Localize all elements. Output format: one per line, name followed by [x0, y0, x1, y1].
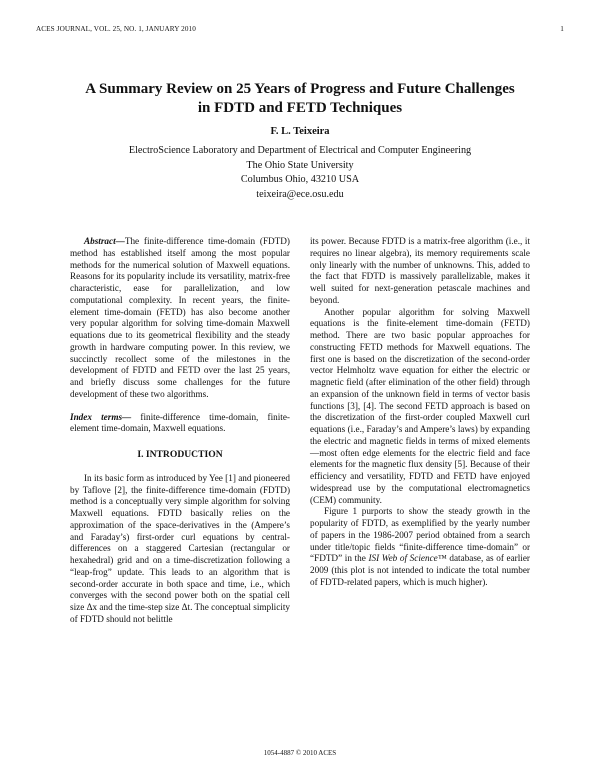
abstract: [70, 236, 290, 401]
section-heading: I. INTRODUCTION: [137, 449, 223, 460]
intro-paragraph-3: [310, 506, 530, 588]
author-email: teixeira@ece.osu.edu: [256, 188, 344, 200]
journal-header: ACES JOURNAL, VOL. 25, NO. 1, JANUARY 2010: [36, 25, 196, 33]
title-line-1: A Summary Review on 25 Years of Progress and Future Challenges: [85, 81, 515, 97]
abstract-label: Abstract—: [84, 236, 125, 246]
title-line-2: in FDTD and FETD Techniques: [197, 100, 403, 116]
intro-paragraph-1: In its basic form as introduced by Yee [1] and pioneered by Taflove [2], the finite-difference time-domain (FDTD) method is a conceptually very simple algorithm for solving Maxwell equations. FDTD basically relies on the approximation of the space-derivatives in the (Ampere’s and Faraday’s) first-order curl equations by central-differences on a staggered Cartesian (rectangular or hexahedral) grid and on a time-discretization following a “leap-frog” update. This leads to an algorithm that is second-order accurate in both space and time, i.e., which converges with the second power both on the spatial cell size Δx and the time-step size Δt. The conceptual simplicity of FDTD should not belittle: [70, 472, 290, 624]
author-name: F. L. Teixeira: [270, 126, 330, 137]
affiliation-lab: ElectroScience Laboratory and Department of Electrical and Computer Engineering: [128, 145, 472, 156]
copyright-footer: 1054-4887 © 2010 ACES: [263, 749, 337, 757]
index-terms-label: Index terms—: [70, 411, 132, 422]
paper-title: [40, 80, 560, 118]
page-number: 1: [560, 25, 564, 33]
right-column: [310, 236, 530, 589]
index-terms-text: finite-difference time-domain, finite-element time-domain, Maxwell equations.: [70, 411, 290, 434]
affiliation-university: The Ohio State University: [246, 159, 354, 171]
author-affiliation: [40, 144, 560, 202]
abstract-text: The finite-difference time-domain (FDTD) method has established itself among the most popular methods for the numerical solution of Maxwell equations. Reasons for its popularity include its versatility, matrix-free characteristic, ease for parallelization, and low computational complexity. In recent years, the finite-element time-domain (FETD) has also become another very popular algorithm for solving time-domain Maxwell equations due to its geometrical flexibility and the steady growth in hardware computing power. In this review, we succinctly recollect some of the milestones in the development of FDTD and FETD over the last 25 years, and briefly discuss some challenges for the future development of these two algorithms.: [70, 236, 290, 399]
affiliation-city: Columbus Ohio, 43210 USA: [240, 174, 360, 186]
para3-text-a: Figure 1 purports to show the steady growth in the popularity of FDTD, as exemplified by the yearly number of papers in the 1986-2007 period obtained from a search under title/topic fields “finite-difference time-domain” or “FDTD” in the: [310, 506, 530, 564]
para3-database-name: ISI Web of Science™: [368, 553, 447, 564]
intro-paragraph-1-continued: its power. Because FDTD is a matrix-free algorithm (i.e., it requires no linear algebra), its memory requirements scale only linearly with the number of unknowns. This, added to the fact that FDTD is massively parallelizable, makes it well suited for next-generation petascale machines and beyond.: [310, 236, 530, 305]
intro-paragraph-2: Another popular algorithm for solving Maxwell equations is the finite-element time-domain (FETD) method. There are two basic popular approaches for constructing FETD methods for Maxwell equations. The first one is based on the discretization of the second-order vector Helmholtz wave equation for either the electric or magnetic field (after elimination of the other field) through an expansion of the unknown field in terms of vector basis functions [3], [4]. The second FETD approach is based on the discretization of the first-order coupled Maxwell curl equations (i.e., Faraday’s and Ampere’s laws) by expanding the electric and magnetic fields in terms of mixed elements—most often edge elements for the electric field and face elements for the magnetic flux density [5]. Because of their efficiency and versatility, FDTD and FETD have enjoyed widespread use by the computational electromagnetics (CEM) community.: [310, 306, 530, 505]
left-column: [70, 236, 290, 626]
index-terms: [70, 412, 290, 436]
para3-text-b: database, as of earlier 2009 (this plot is not intended to indicate the total number of FDTD-related papers, which is much higher).: [310, 553, 530, 587]
